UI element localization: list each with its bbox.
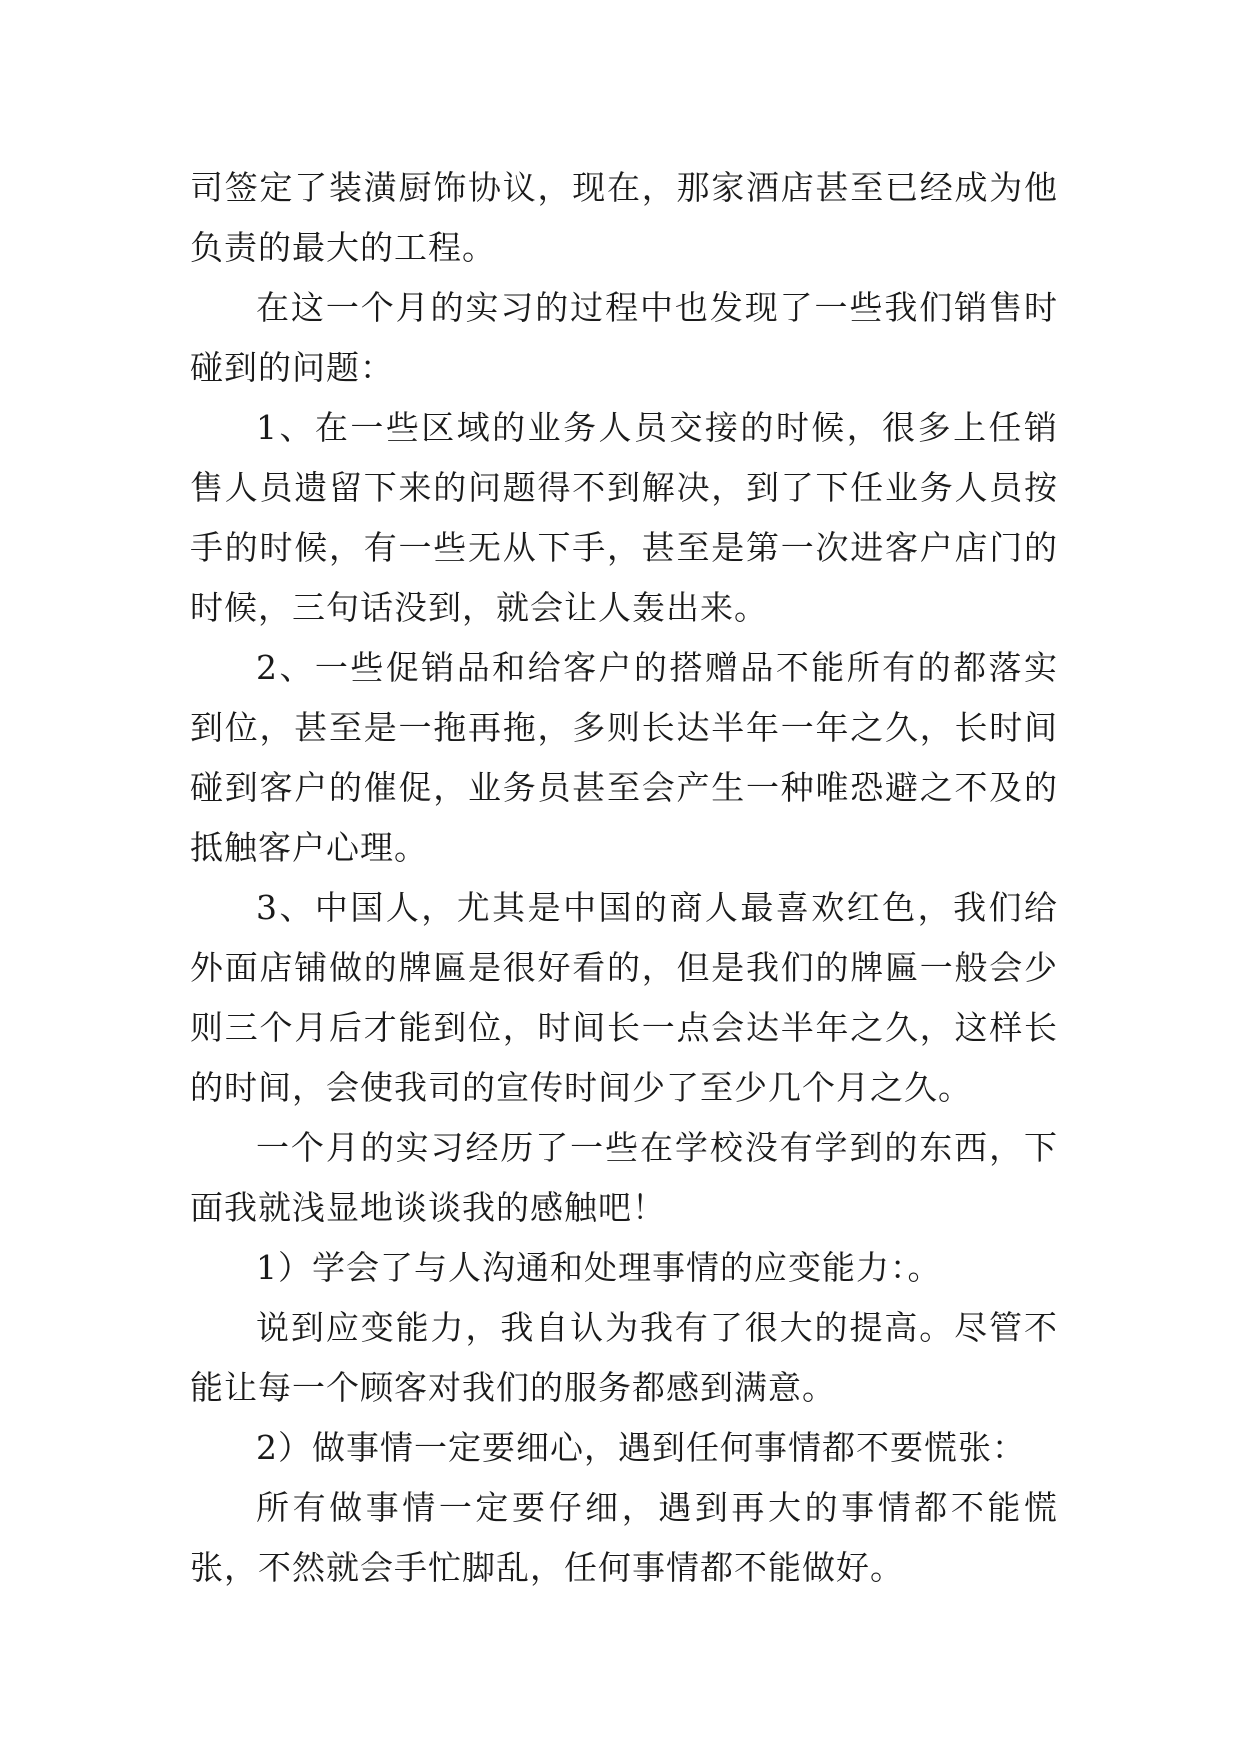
paragraph-lesson-2-body: 所有做事情一定要仔细，遇到再大的事情都不能慌张，不然就会手忙脚乱，任何事情都不能做好。 — [190, 1488, 1058, 1587]
paragraph-problem-3: 3、中国人，尤其是中国的商人最喜欢红色，我们给外面店铺做的牌匾是很好看的，但是我们的牌匾一般会少则三个月后才能到位，时间长一点会达半年之久，这样长的时间，会使我司的宣传时间少了至少几个月之久。 — [190, 888, 1058, 1107]
paragraph-lesson-1-heading: 1）学会了与人沟通和处理事情的应变能力：。 — [256, 1248, 942, 1287]
paragraph-continuation: 司签定了装潢厨饰协议，现在，那家酒店甚至已经成为他负责的最大的工程。 — [190, 168, 1058, 267]
paragraph-lesson-2-heading: 2）做事情一定要细心，遇到任何事情都不要慌张： — [256, 1428, 1026, 1467]
paragraph-problem-1: 1、在一些区域的业务人员交接的时候，很多上任销售人员遗留下来的问题得不到解决，到了下任业务人员按手的时候，有一些无从下手，甚至是第一次进客户店门的时候，三句话没到，就会让人轰出来。 — [190, 408, 1058, 627]
body-text — [190, 158, 1058, 1598]
paragraph-experience-intro: 一个月的实习经历了一些在学校没有学到的东西，下面我就浅显地谈谈我的感触吧！ — [190, 1128, 1058, 1227]
paragraph-lesson-1-body: 说到应变能力，我自认为我有了很大的提高。尽管不能让每一个顾客对我们的服务都感到满意。 — [190, 1308, 1058, 1407]
paragraph-problems-intro: 在这一个月的实习的过程中也发现了一些我们销售时碰到的问题： — [190, 288, 1058, 387]
paragraph-problem-2: 2、一些促销品和给客户的搭赠品不能所有的都落实到位，甚至是一拖再拖，多则长达半年一年之久，长时间碰到客户的催促，业务员甚至会产生一种唯恐避之不及的抵触客户心理。 — [190, 648, 1058, 867]
